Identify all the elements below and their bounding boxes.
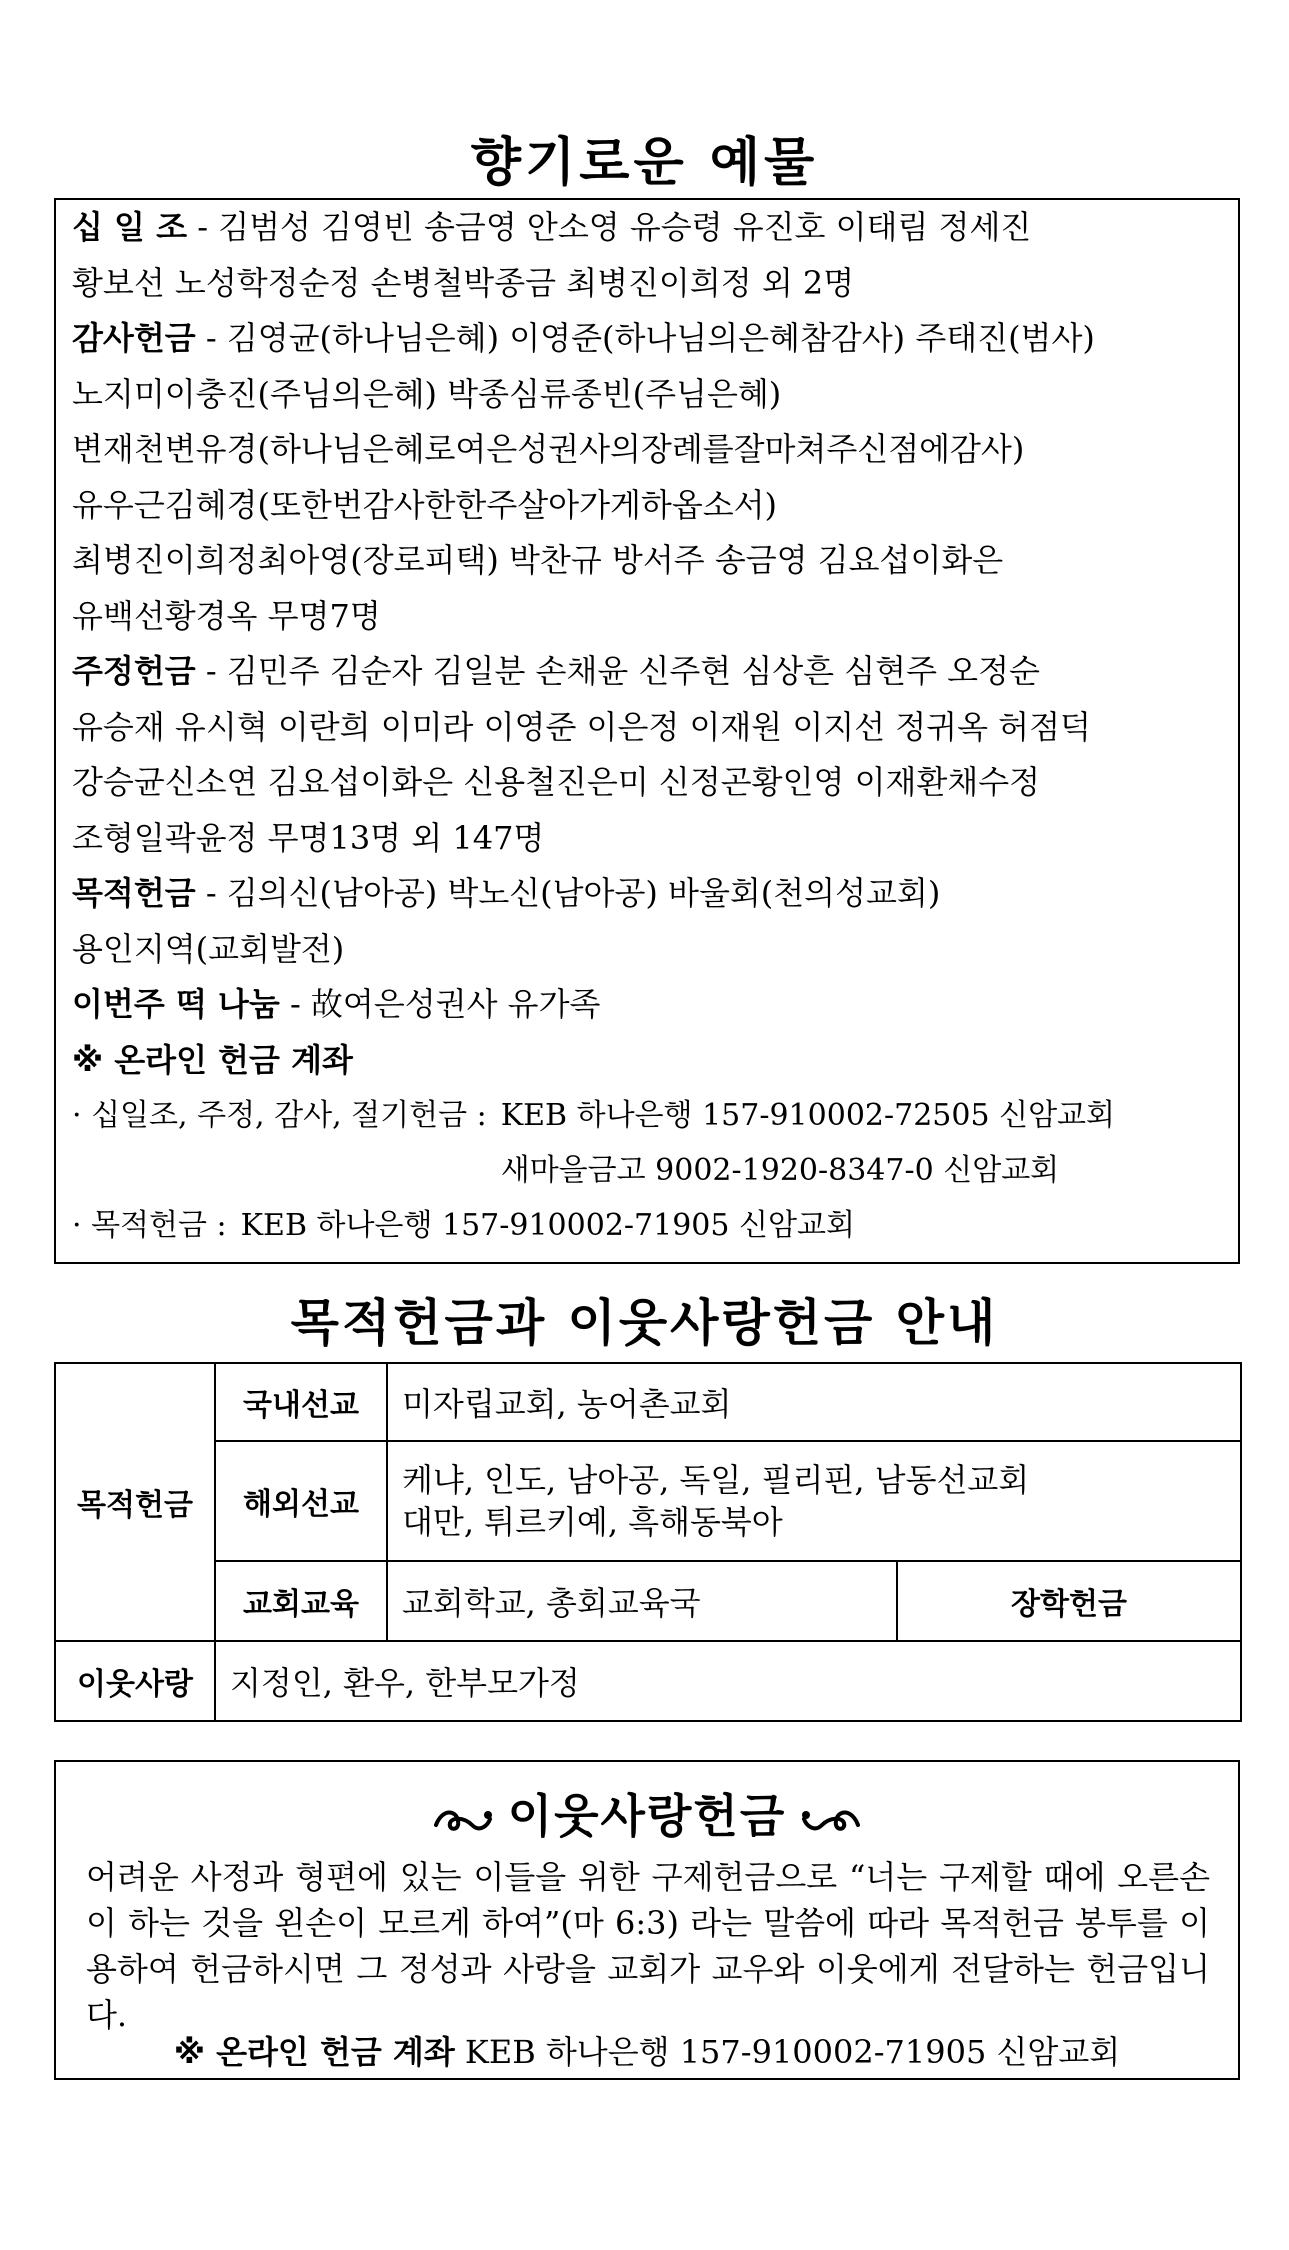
weekly-names-2: 유승재 유시혁 이란희 이미라 이영준 이은정 이재원 이지선 정귀옥 허점덕: [72, 707, 1091, 746]
tithe-names-2: 황보선 노성학정순정 손병철박종금 최병진이희정 외 2명: [72, 263, 855, 302]
thanks-line-1: 감사헌금 - 김영균(하나님은혜) 이영준(하나님의은혜참감사) 주태진(범사): [72, 319, 1095, 357]
purpose-names-1: 김의신(남아공) 박노신(남아공) 바울회(천의성교회): [226, 874, 941, 912]
thanks-names-4: 유우근김혜경(또한번감사한한주살아가게하옵소서): [72, 485, 778, 524]
rice-cake-text: 故여은성권사 유가족: [310, 985, 601, 1023]
domestic-mission-label: 국내선교: [215, 1363, 387, 1441]
tithe-label: 십 일 조: [72, 208, 188, 246]
purpose-line-1: 목적헌금 - 김의신(남아공) 박노신(남아공) 바울회(천의성교회): [72, 874, 941, 912]
thanks-names-5: 최병진이희정최아영(장로피택) 박찬규 방서주 송금영 김요섭이화은: [72, 541, 1004, 579]
overseas-mission-cell: [387, 1441, 1241, 1561]
online-account-list: [72, 1088, 1222, 1198]
purpose-names-2: 용인지역(교회발전): [72, 929, 345, 968]
charity-account-label: ※ 온라인 헌금 계좌: [173, 2033, 455, 2071]
charity-account-text: KEB 하나은행 157-910002-71905 신암교회: [464, 2033, 1121, 2071]
weekly-names-4: 조형일곽윤정 무명13명 외 147명: [72, 818, 545, 857]
tithe-line-1: 십 일 조 - 김범성 김영빈 송금영 안소영 유승령 유진호 이태림 정세진: [72, 208, 1032, 246]
account-label-general: · 십일조, 주정, 감사, 절기헌금 :: [72, 1098, 487, 1133]
page-title: 향기로운 예물: [470, 133, 819, 193]
charity-account-line: [56, 2030, 1238, 2074]
charity-box: [54, 1760, 1240, 2080]
purpose-offering-cell: 목적헌금: [55, 1363, 215, 1641]
rice-cake-label: 이번주 떡 나눔: [72, 985, 280, 1023]
charity-title-row: [56, 1786, 1238, 1846]
online-account-purpose: [72, 1198, 1222, 1253]
domestic-mission-text: 미자립교회, 농어촌교회: [387, 1363, 1241, 1441]
right-ornament-icon: [800, 1803, 862, 1837]
offerings-box: [54, 198, 1240, 1264]
account-keb-purpose: KEB 하나은행 157-910002-71905 신암교회: [240, 1208, 855, 1243]
weekly-line-1: 주정헌금 - 김민주 김순자 김일분 손채윤 신주현 심상흔 심현주 오정순: [72, 652, 1040, 690]
weekly-names-3: 강승균신소연 김요섭이화은 신용철진은미 신정곤황인영 이재환채수정: [72, 763, 1041, 801]
scholarship-cell: 장학헌금: [897, 1561, 1241, 1641]
thanks-names-6: 유백선황경옥 무명7명: [72, 596, 381, 635]
overseas-mission-line-1: 케냐, 인도, 남아공, 독일, 필리핀, 남동선교회: [402, 1461, 1030, 1499]
account-keb-general: KEB 하나은행 157-910002-72505 신암교회: [500, 1098, 1116, 1133]
weekly-names-1: 김민주 김순자 김일분 손채윤 신주현 심상흔 심현주 오정순: [226, 652, 1040, 690]
left-ornament-icon: [432, 1803, 494, 1837]
online-account-heading: ※ 온라인 헌금 계좌: [72, 1040, 353, 1079]
account-label-purpose: · 목적헌금 :: [72, 1208, 227, 1243]
weekly-label: 주정헌금: [72, 652, 196, 690]
neighbor-love-text: 지정인, 환우, 한부모가정: [215, 1641, 1241, 1721]
church-education-label: 교회교육: [215, 1561, 387, 1641]
charity-description: 어려운 사정과 형편에 있는 이들을 위한 구제헌금으로 “너는 구제할 때에 오른손이 하는 것을 왼손이 모르게 하여”(마 6:3) 라는 말씀에 따라 목적헌금 봉투를 이용하여 헌금하시면 그 정성과 사랑을 교회가 교우와 이웃에게 전달하는 헌금입니다.: [86, 1858, 1210, 2034]
overseas-mission-line-2: 대만, 튀르키예, 흑해동북아: [402, 1503, 783, 1541]
thanks-label: 감사헌금: [72, 319, 196, 357]
thanks-names-3: 변재천변유경(하나님은혜로여은성권사의장례를잘마쳐주신점에감사): [72, 430, 1025, 468]
guide-title: 목적헌금과 이웃사랑헌금 안내: [290, 1294, 999, 1352]
offering-guide-table: [54, 1362, 1242, 1722]
thanks-names-2: 노지미이충진(주님의은혜) 박종심류종빈(주님은혜): [72, 374, 782, 413]
purpose-label: 목적헌금: [72, 874, 196, 912]
charity-title: 이웃사랑헌금: [507, 1789, 787, 1843]
thanks-names-1: 김영균(하나님은혜) 이영준(하나님의은혜참감사) 주태진(범사): [226, 319, 1095, 357]
neighbor-love-label: 이웃사랑: [55, 1641, 215, 1721]
rice-cake-line: 이번주 떡 나눔 - 故여은성권사 유가족: [72, 985, 601, 1023]
overseas-mission-label: 해외선교: [215, 1441, 387, 1561]
account-saemaeul: 새마을금고 9002-1920-8347-0 신암교회: [500, 1153, 1060, 1188]
church-education-text: 교회학교, 총회교육국: [387, 1561, 897, 1641]
tithe-names-1: 김범성 김영빈 송금영 안소영 유승령 유진호 이태림 정세진: [218, 208, 1032, 246]
